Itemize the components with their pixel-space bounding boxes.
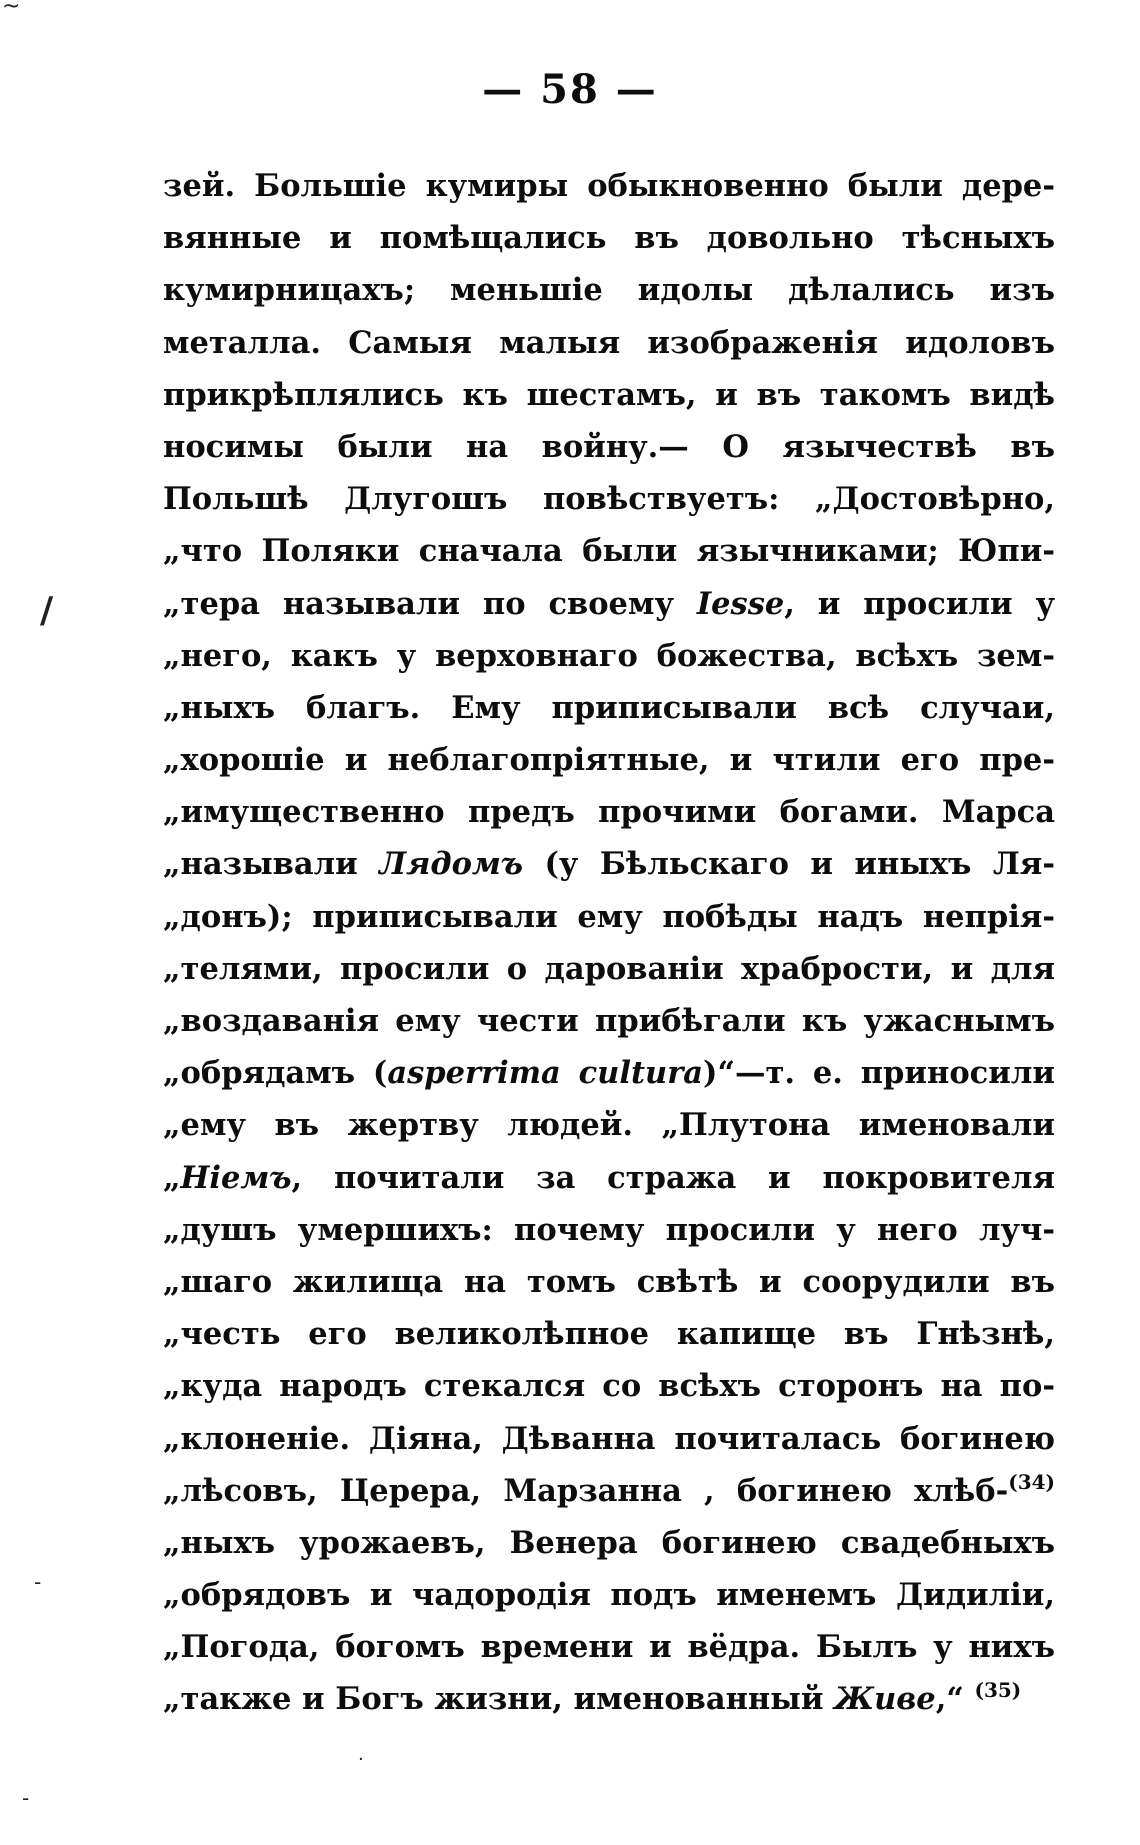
line-text: „также и Богъ жизни, именованный [163, 1681, 835, 1718]
line-text: „имущественно предъ прочими богами. Марса [163, 794, 1055, 831]
text-line [163, 1099, 1055, 1151]
text-line [163, 1360, 1055, 1412]
text-line [163, 786, 1055, 838]
text-line [163, 1152, 1055, 1204]
line-text: „него, какъ у верховнаго божества, всѣхъ зем- [163, 637, 1055, 674]
text-line [163, 734, 1055, 786]
line-text: „воздаванія ему чести прибѣгали къ ужаснымъ [163, 1003, 1055, 1039]
bottom-dot-mark: . [358, 1744, 364, 1765]
line-text: носимы были на войну.— О язычествѣ въ [163, 428, 1055, 465]
text-line [163, 264, 1055, 316]
text-line [163, 1204, 1055, 1256]
line-text: прикрѣплялись къ шестамъ, и въ такомъ видѣ [163, 376, 1055, 413]
text-line [163, 369, 1055, 421]
line-text: „хорошіе и неблагопріятные, и чтили его пре- [163, 742, 1055, 779]
line-text: „Погода, богомъ времени и вёдра. Былъ у нихъ [163, 1629, 1055, 1666]
line-text: вянные и помѣщались въ довольно тѣсныхъ [163, 220, 1055, 257]
text-line [163, 1047, 1055, 1099]
margin-slash-mark: / [40, 590, 54, 631]
text-line [163, 160, 1055, 212]
text-line [163, 317, 1055, 369]
text-line [163, 891, 1055, 943]
text-line [163, 943, 1055, 995]
text-line [163, 578, 1055, 630]
line-text: „телями, просили о дарованіи храбрости, и для [163, 950, 1055, 987]
line-text: „ [163, 1159, 181, 1196]
line-text: „что Поляки сначала были язычниками; Юпи- [163, 533, 1055, 570]
italic-text: asperrima cultura [387, 1055, 704, 1092]
line-text: „честь его великолѣпное капище въ Гнѣзнѣ, [163, 1316, 1055, 1353]
line-text: „ему въ жертву людей. „Плутона именовали [163, 1107, 1055, 1144]
line-text: „ныхъ благъ. Ему приписывали всѣ случаи, [163, 689, 1055, 726]
line-text: Польшѣ Длугошъ повѣствуетъ: „Достовѣрно, [163, 481, 1055, 518]
line-text: )“—т. е. приносили [703, 1055, 1055, 1092]
text-line [163, 525, 1055, 577]
line-text: „называли [163, 846, 380, 883]
line-text: ,“ [935, 1681, 975, 1718]
margin-dash-mark: - [34, 1570, 42, 1594]
text-line [163, 1569, 1055, 1621]
line-text: металла. Самыя малыя изображенія идоловъ [163, 324, 1055, 361]
line-text: кумирницахъ; меньшіе идолы дѣлались изъ [163, 272, 1055, 309]
italic-text: Ніемъ [180, 1159, 292, 1196]
line-text: „донъ); приписывали ему побѣды надъ непрія- [163, 898, 1055, 935]
line-text: „обрядамъ ( [163, 1055, 388, 1092]
footnote-ref: (34) [1008, 1469, 1055, 1494]
line-text: , почитали за стража и покровителя [291, 1159, 1055, 1196]
line-text: „клоненіе. Діяна, Дѣванна почиталась богинею [163, 1420, 1055, 1457]
footnote-ref: (35) [974, 1678, 1022, 1703]
italic-text: Живе [834, 1681, 936, 1718]
text-line [163, 1465, 1055, 1517]
italic-text: Лядомъ [379, 846, 524, 883]
corner-mark: ~ [2, 0, 21, 19]
line-text: „шаго жилища на томъ свѣтѣ и соорудили въ [163, 1263, 1055, 1300]
line-text: „куда народъ стекался со всѣхъ сторонъ на по- [163, 1368, 1055, 1405]
bottom-dash-mark: - [22, 1786, 30, 1810]
text-line [163, 1673, 1055, 1725]
text-line [163, 630, 1055, 682]
text-line [163, 682, 1055, 734]
text-line [163, 1621, 1055, 1673]
text-line [163, 1413, 1055, 1465]
body-text [163, 160, 1055, 1726]
line-text: , богинею хлѣб- [704, 1472, 1009, 1509]
line-text: „душъ умершихъ: почему просили у него луч- [163, 1211, 1055, 1248]
text-line [163, 995, 1055, 1047]
text-line [163, 212, 1055, 264]
text-line [163, 838, 1055, 890]
line-text: „обрядовъ и чадородія подъ именемъ Дидиліи, [163, 1577, 1055, 1614]
text-line [163, 1256, 1055, 1308]
text-line [163, 473, 1055, 525]
line-text: зей. Большіе кумиры обыкновенно были дере- [163, 168, 1055, 204]
line-text: (у Бѣльскаго и иныхъ Ля- [523, 846, 1055, 883]
text-line [163, 1308, 1055, 1360]
line-text: „ныхъ урожаевъ, Венера богинею свадебныхъ [163, 1524, 1055, 1561]
line-text: „лѣсовъ, Церера, Марзанна [163, 1472, 705, 1509]
page-number: — 58 — [482, 66, 658, 113]
text-line [163, 421, 1055, 473]
line-text: „тера называли по своему [163, 585, 697, 622]
text-line [163, 1517, 1055, 1569]
italic-text: Iesse [696, 585, 785, 622]
line-text: , и просили у [784, 585, 1055, 622]
